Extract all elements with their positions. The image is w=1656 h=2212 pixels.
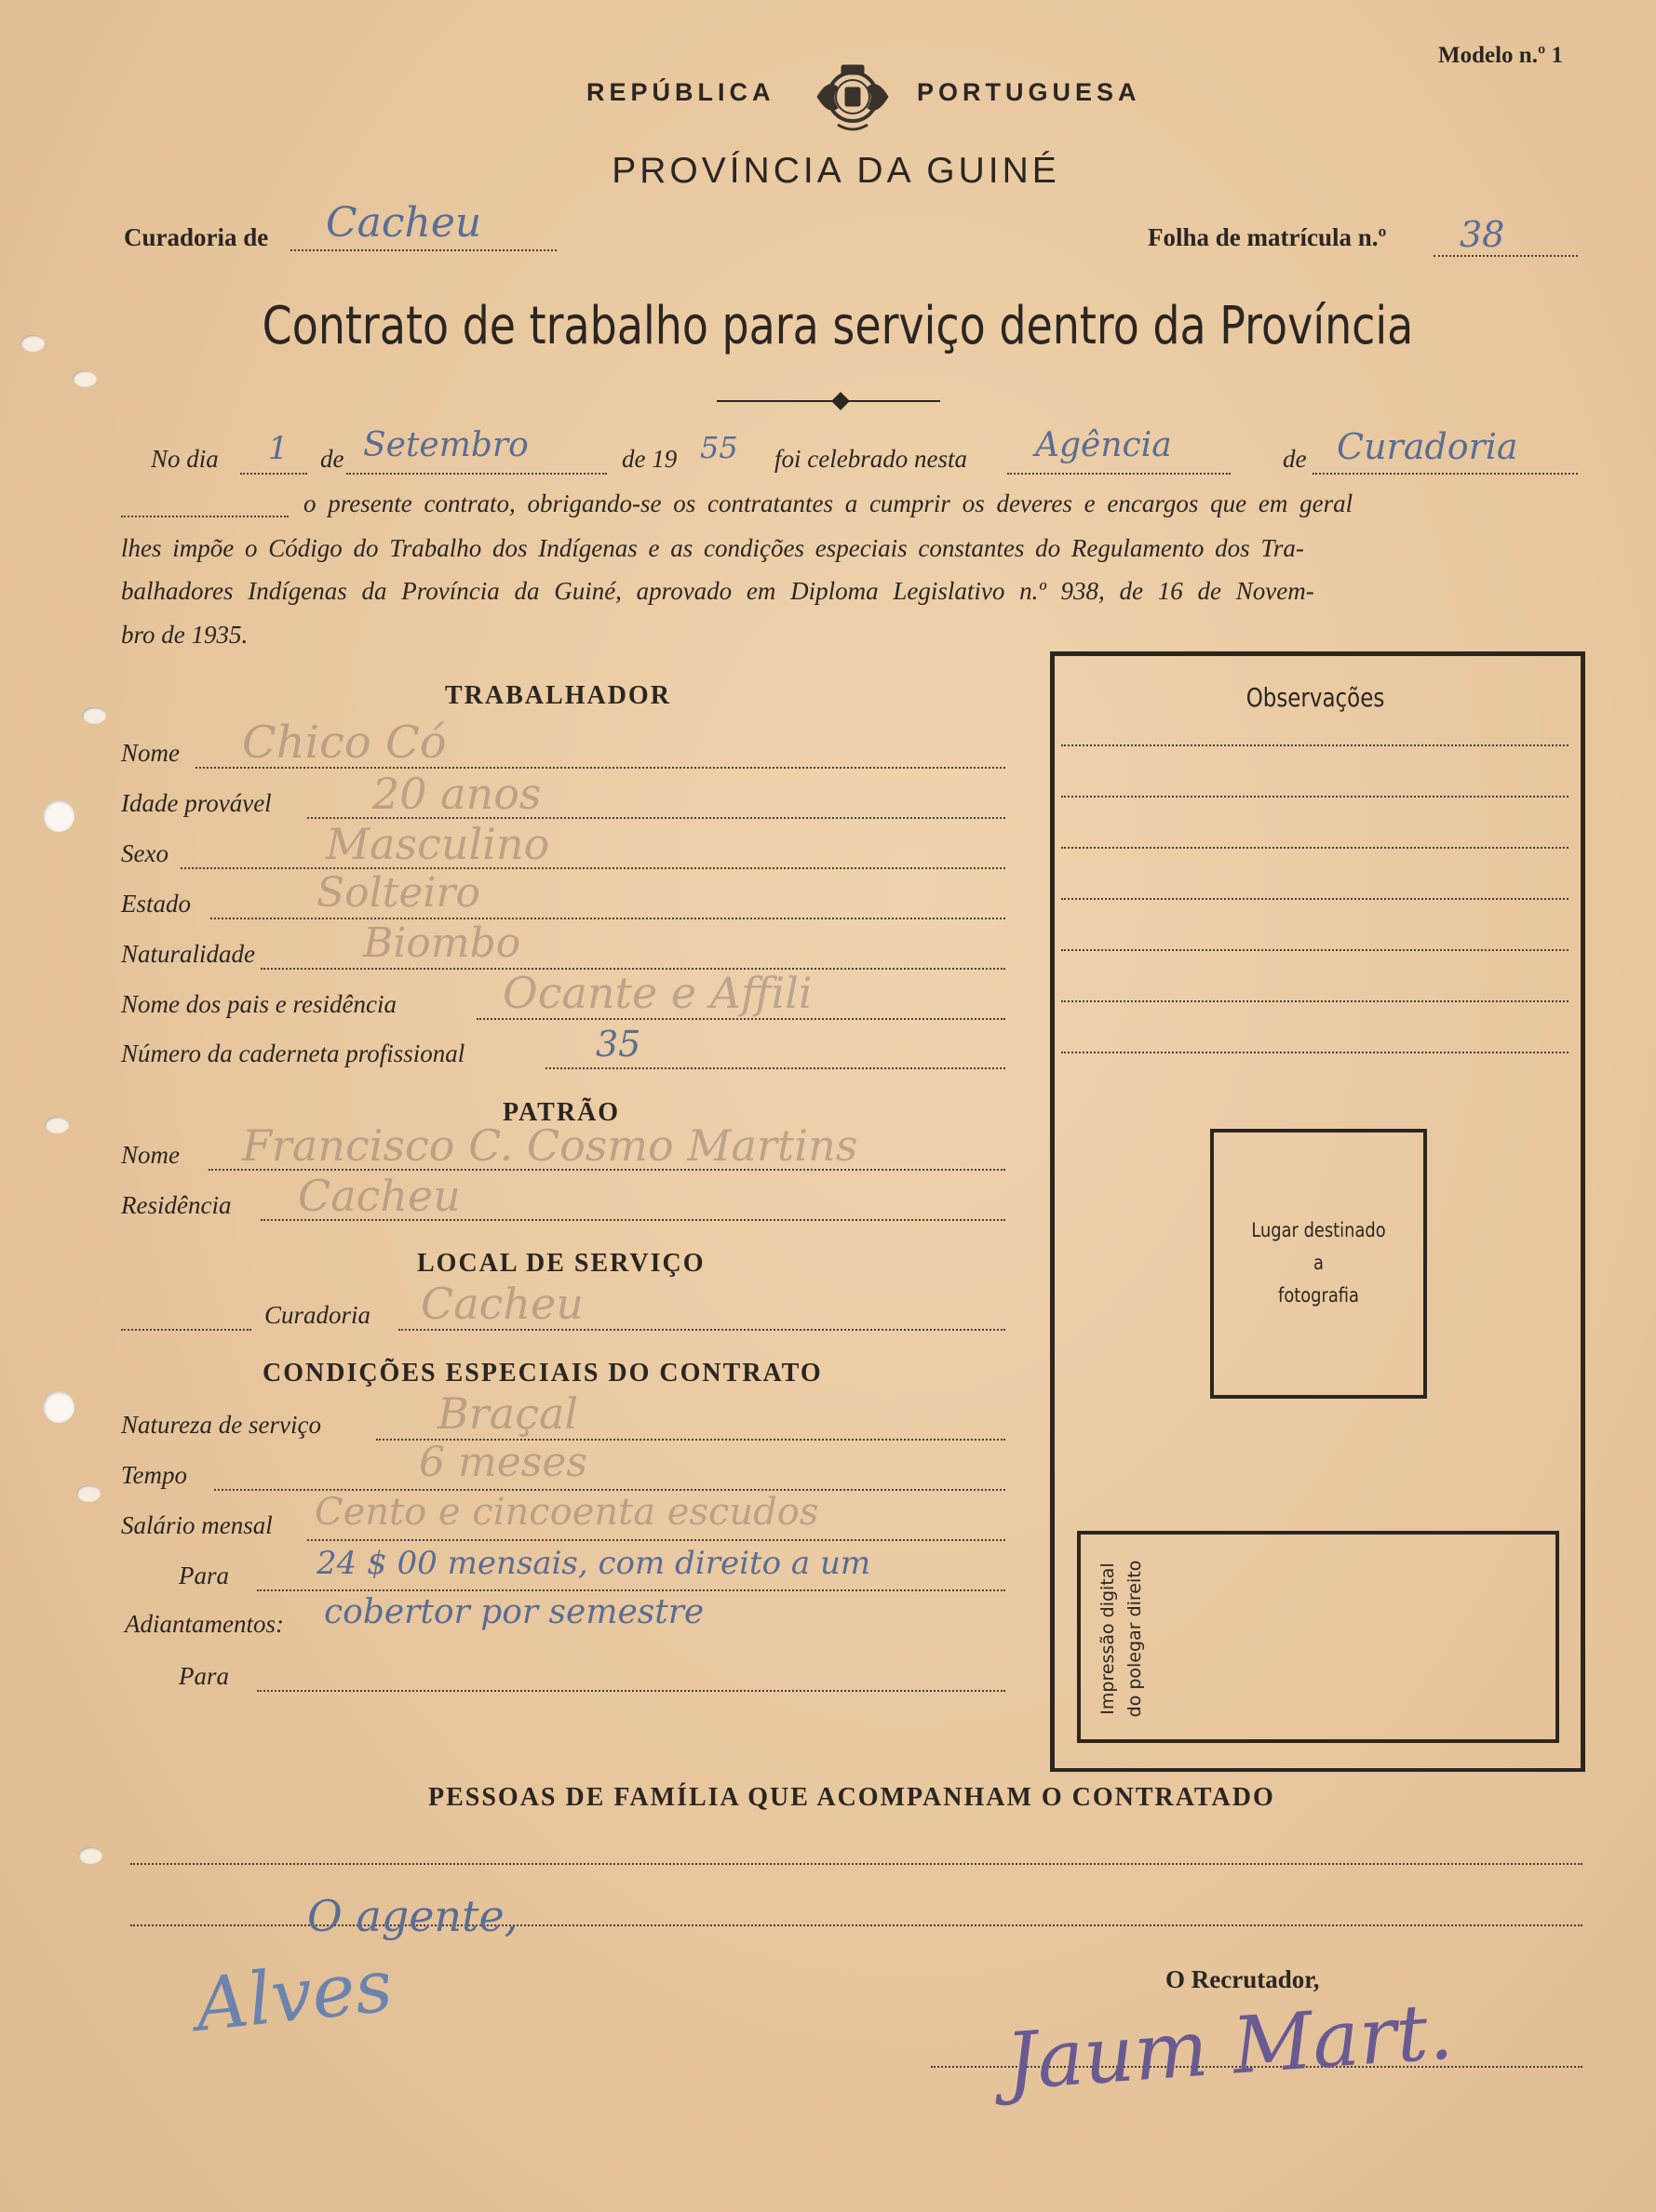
pais-value: Ocante e Affili — [503, 968, 813, 1018]
sexo-field — [181, 839, 1005, 869]
local-servico-blank — [121, 1301, 251, 1331]
trabalhador-heading: TRABALHADOR — [445, 681, 671, 710]
intro-de-2: de — [1283, 445, 1307, 473]
pais-label: Nome dos pais e residência — [121, 990, 397, 1018]
thumbprint-caption-line-1: Impressão digital — [1097, 1562, 1118, 1715]
trabalhador-nome-label: Nome — [121, 739, 180, 767]
recrutador-signature: Jaum Mart. — [1003, 1985, 1456, 2108]
observacoes-line — [1061, 796, 1568, 798]
salario-label: Salário mensal — [121, 1511, 273, 1539]
para1-value: 24 $ 00 mensais, com direito a um — [316, 1545, 871, 1582]
observacoes-title: Observações — [1245, 682, 1385, 713]
thumbprint-box — [1077, 1531, 1559, 1743]
local-curadoria-value: Cacheu — [421, 1279, 584, 1329]
modelo-number: Modelo n.º 1 — [1438, 43, 1563, 68]
folha-value: 38 — [1460, 214, 1505, 255]
intro-de-19: de 19 — [622, 445, 678, 473]
agente-label: O agente, — [307, 1891, 518, 1941]
familia-heading: PESSOAS DE FAMÍLIA QUE ACOMPANHAM O CONTRATADO — [428, 1783, 1275, 1812]
provincia-header: PROVÍNCIA DA GUINÉ — [612, 151, 1060, 191]
punch-hole — [78, 1847, 102, 1864]
caderneta-value: 35 — [596, 1024, 641, 1065]
estado-value: Solteiro — [316, 869, 481, 917]
tempo-label: Tempo — [121, 1461, 188, 1489]
punch-hole — [73, 370, 97, 387]
natureza-value: Braçal — [438, 1388, 579, 1439]
intro-line-3: lhes impõe o Código do Trabalho dos Indígenas e as condições especiais constantes do Regulamento dos Tra- — [121, 534, 1304, 562]
photo-caption-line-1: Lugar destinado — [1251, 1219, 1386, 1241]
mes-value: Setembro — [363, 426, 529, 464]
punch-hole — [76, 1485, 101, 1502]
sexo-label: Sexo — [121, 839, 168, 867]
residencia-value: Cacheu — [298, 1171, 461, 1221]
condicoes-heading: CONDIÇÕES ESPECIAIS DO CONTRATO — [263, 1359, 823, 1388]
thumbprint-caption-line-2: do polegar direito — [1124, 1560, 1145, 1718]
trabalhador-nome-value: Chico Có — [242, 717, 447, 769]
idade-value: 20 anos — [372, 769, 542, 819]
adiantamentos-label: Adiantamentos: — [125, 1610, 284, 1638]
caderneta-label: Número da caderneta profissional — [121, 1039, 465, 1067]
sexo-value: Masculino — [326, 819, 550, 869]
dia-value: 1 — [268, 430, 289, 467]
ano-value: 55 — [700, 430, 738, 465]
observacoes-line — [1061, 1000, 1568, 1002]
intro-de: de — [320, 445, 344, 473]
observacoes-line — [1061, 744, 1568, 746]
observacoes-line — [1061, 1052, 1568, 1053]
punch-hole — [82, 707, 106, 724]
residencia-label: Residência — [121, 1191, 232, 1219]
patrao-heading: PATRÃO — [503, 1098, 621, 1127]
photo-caption — [1226, 1214, 1410, 1312]
natureza-label: Natureza de serviço — [121, 1411, 321, 1439]
idade-label: Idade provável — [121, 789, 272, 817]
tempo-value: 6 meses — [419, 1439, 587, 1486]
intro-line-4: balhadores Indígenas da Província da Guiné, aprovado em Diploma Legislativo n.º 938, de 16 de Novem- — [121, 577, 1314, 605]
patrao-nome-label: Nome — [121, 1141, 180, 1169]
agente-signature: Alves — [191, 1944, 397, 2048]
title-divider — [717, 400, 940, 402]
intro-no-dia: No dia — [151, 445, 219, 473]
para2-field — [257, 1662, 1005, 1692]
intro-blank-field — [121, 489, 289, 517]
patrao-nome-value: Francisco C. Cosmo Martins — [242, 1120, 858, 1171]
coat-of-arms-icon — [810, 60, 895, 134]
intro-foi-celebrado: foi celebrado nesta — [774, 445, 967, 473]
curadoria-label: Curadoria de — [124, 223, 269, 251]
intro-line-5: bro de 1935. — [121, 621, 249, 649]
curadoria-value: Cacheu — [326, 199, 482, 247]
familia-line-1 — [130, 1844, 1582, 1865]
local-curadoria-label: Curadoria — [264, 1301, 371, 1329]
adiantamentos-value: cobertor por semestre — [324, 1593, 705, 1631]
naturalidade-label: Naturalidade — [121, 940, 256, 968]
observacoes-line — [1061, 949, 1568, 951]
observacoes-line — [1061, 847, 1568, 849]
republica-right: PORTUGUESA — [917, 78, 1141, 106]
photo-caption-line-2: a — [1313, 1252, 1324, 1274]
local-value: Agência — [1035, 426, 1172, 464]
estado-label: Estado — [121, 890, 192, 918]
para1-label: Para — [179, 1562, 229, 1589]
tempo-field — [214, 1461, 1005, 1491]
salario-value: Cento e cincoenta escudos — [315, 1491, 819, 1534]
punch-hole — [45, 1117, 69, 1133]
punch-hole — [20, 335, 45, 352]
local2-value: Curadoria — [1337, 426, 1518, 467]
local-servico-heading: LOCAL DE SERVIÇO — [417, 1249, 706, 1278]
punch-hole — [43, 1391, 74, 1423]
photo-caption-line-3: fotografia — [1278, 1284, 1359, 1307]
observacoes-line — [1061, 898, 1568, 900]
recrutador-label: O Recrutador, — [1165, 1965, 1320, 1993]
folha-label: Folha de matrícula n.º — [1148, 223, 1387, 251]
thumbprint-caption — [1095, 1546, 1149, 1732]
intro-line-2: o presente contrato, obrigando-se os contratantes a cumprir os deveres e encargos que em geral — [303, 489, 1353, 517]
naturalidade-value: Biombo — [363, 919, 521, 967]
divider-ornament — [831, 392, 850, 410]
folha-field — [1434, 223, 1578, 257]
republica-left: REPÚBLICA — [586, 78, 775, 106]
punch-hole — [43, 800, 74, 832]
para2-label: Para — [179, 1662, 229, 1690]
document-title: Contrato de trabalho para serviço dentro da Província — [262, 296, 1414, 356]
